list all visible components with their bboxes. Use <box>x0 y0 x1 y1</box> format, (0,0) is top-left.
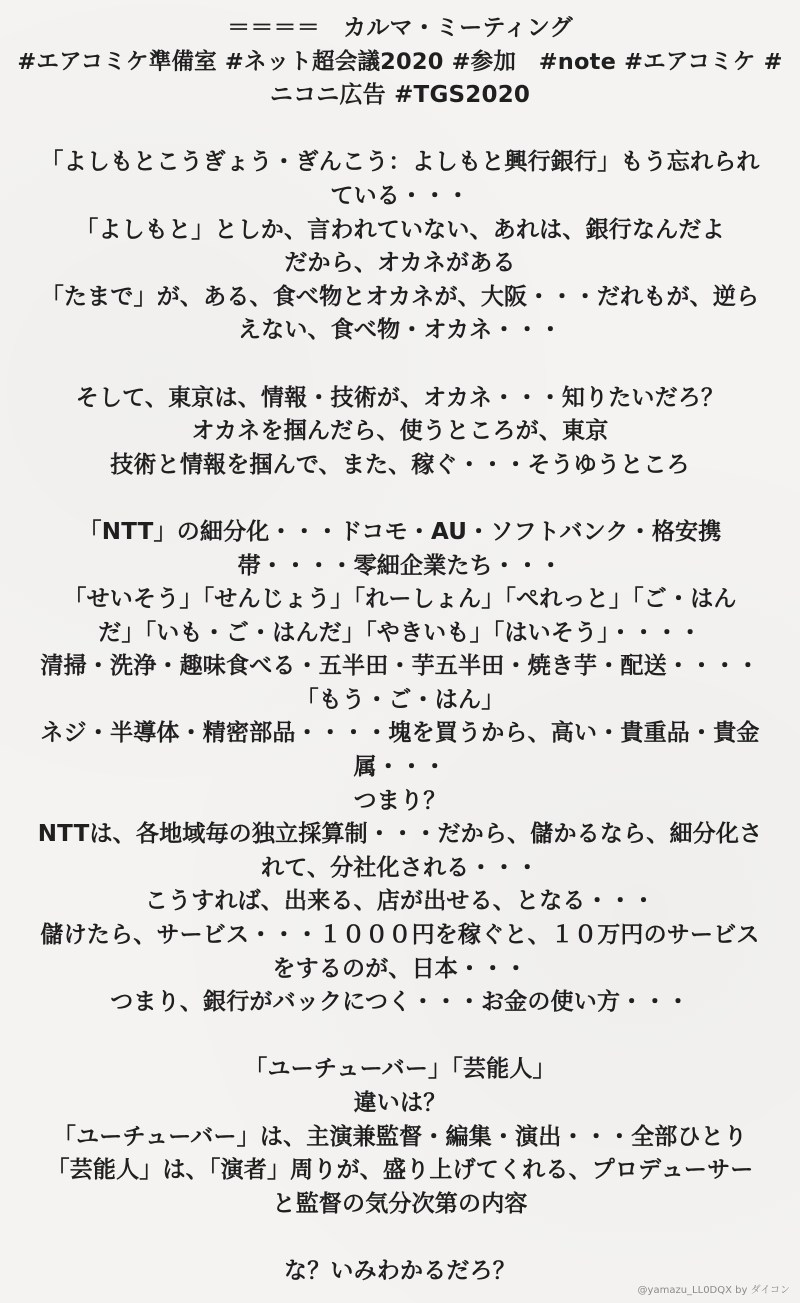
text-line: 清掃・洗浄・趣味食べる・五半田・芋五半田・焼き芋・配送・・・・ <box>40 653 760 680</box>
text-line: つまり、銀行がバックにつく・・・お金の使い方・・・ <box>110 989 690 1016</box>
text-line: 「ユーチューバー」「芸能人」 <box>244 1056 556 1083</box>
text-line: れて、分社化される・・・ <box>261 854 539 881</box>
text-line: 「NTT」の細分化・・・ドコモ・AU・ソフトバンク・格安携 <box>78 518 722 545</box>
blank-line <box>16 348 784 382</box>
note-text-block <box>16 12 784 1289</box>
text-line: ニコニ広告 #TGS2020 <box>269 82 531 109</box>
text-line: 「せいそう」「せんじょう」「れーしょん」「ぺれっと」「ご・はん <box>63 586 737 613</box>
text-line: 「ユーチューバー」は、主演兼監督・編集・演出・・・全部ひとり <box>52 1123 748 1150</box>
text-line: ネジ・半導体・精密部品・・・・塊を買うから、高い・貴重品・貴金 <box>40 720 760 747</box>
text-line: 「もう・ご・はん」 <box>295 686 505 713</box>
footer-credit: @yamazu_LL0DQX by ダイコン <box>637 1285 790 1296</box>
text-line: な？いみわかるだろ？ <box>284 1257 516 1284</box>
blank-line <box>16 113 784 147</box>
text-line: 「芸能人」は、「演者」周りが、盛り上げてくれる、プロデューサー <box>46 1157 754 1184</box>
text-line: 属・・・ <box>353 754 447 781</box>
text-line: だから、オカネがある <box>284 250 516 277</box>
text-line: だ」「いも・ご・はんだ」「やきいも」「はいそう」・・・・ <box>98 619 702 646</box>
text-line: 「たまで」が、ある、食べ物とオカネが、大阪・・・だれもが、逆ら <box>40 283 760 310</box>
text-line: ている・・・ <box>330 182 470 209</box>
blank-line <box>16 1221 784 1255</box>
text-line: オカネを掴んだら、使うところが、東京 <box>191 418 609 445</box>
text-line: NTTは、各地域毎の独立採算制・・・だから、儲かるなら、細分化さ <box>37 821 763 848</box>
text-line: そして、東京は、情報・技術が、オカネ・・・知りたいだろ？ <box>75 384 725 411</box>
text-line: 帯・・・・零細企業たち・・・ <box>237 552 563 579</box>
text-line: 「よしもと」としか、言われていない、あれは、銀行なんだよ <box>75 216 725 243</box>
blank-line <box>16 1020 784 1054</box>
blank-line <box>16 482 784 516</box>
text-line: をするのが、日本・・・ <box>272 955 528 982</box>
text-line: こうすれば、出来る、店が出せる、となる・・・ <box>144 888 656 915</box>
text-line: 違いは？ <box>353 1090 447 1116</box>
text-line: つまり？ <box>353 787 447 814</box>
text-line: と監督の気分次第の内容 <box>272 1190 528 1217</box>
text-line: ＝＝＝＝ カルマ・ミーティング <box>227 15 573 41</box>
text-line: 「よしもとこうぎょう・ぎんこう：よしもと興行銀行」もう忘れられ <box>40 149 760 176</box>
text-line: えない、食べ物・オカネ・・・ <box>237 317 563 344</box>
text-line: 技術と情報を掴んで、また、稼ぐ・・・そうゆうところ <box>110 451 690 478</box>
text-line: 儲けたら、サービス・・・１０００円を稼ぐと、１０万円のサービス <box>40 922 760 949</box>
text-line: #エアコミケ準備室 #ネット超会議2020 #参加 #note #エアコミケ # <box>17 48 783 75</box>
